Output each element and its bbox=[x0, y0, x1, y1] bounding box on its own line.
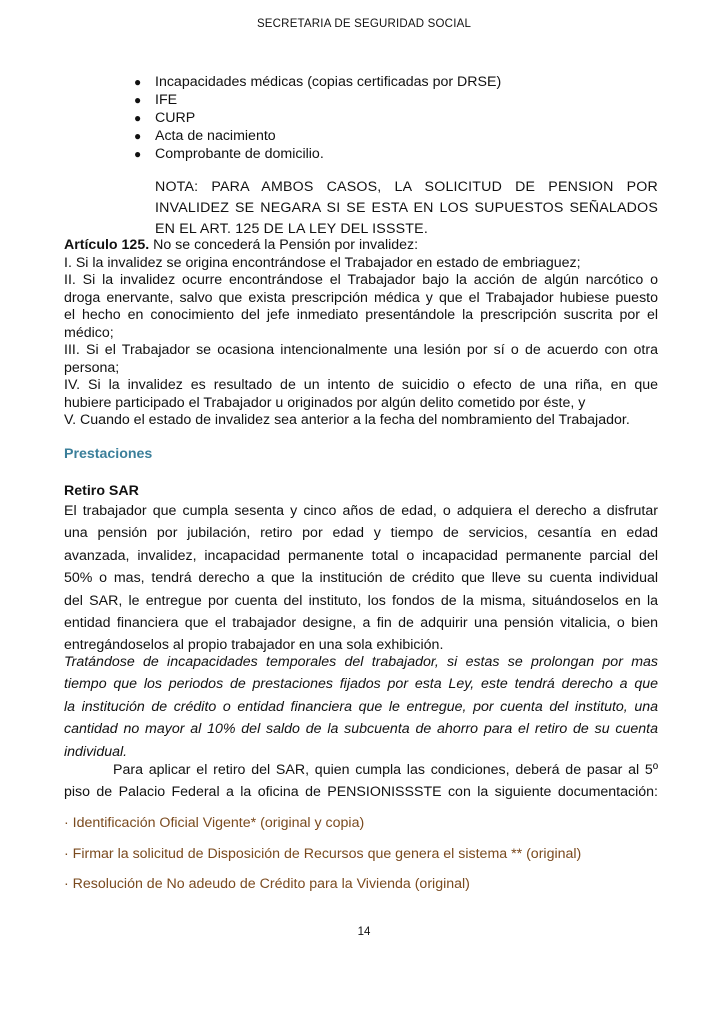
prestaciones-heading: Prestaciones bbox=[64, 446, 153, 462]
article-line: persona; bbox=[64, 359, 120, 376]
article-125 bbox=[64, 237, 658, 430]
incapacidades-paragraph: Tratándose de incapacidades temporales del trabajador, si estas se prolongan por mas tiempo que los periodos de prestaciones fijados por esta Ley, este tendrá derecho a que la institución de crédito o entidad financiera que le entregue, por cuenta del instituto, una cantidad no mayor al 10% del saldo de la subcuenta de ahorro para el retiro de su cuenta individual. bbox=[64, 654, 658, 760]
page-number: 14 bbox=[357, 926, 371, 938]
article-line: médico; bbox=[64, 324, 114, 341]
article-line: I. Si la invalidez se origina encontrándose el Trabajador en estado de embriaguez; bbox=[64, 254, 581, 271]
article-line: V. Cuando el estado de invalidez sea anterior a la fecha del nombramiento del Trabajador. bbox=[64, 412, 630, 428]
list-item: ● Acta de nacimiento bbox=[134, 128, 276, 144]
document-item: · Firmar la solicitud de Disposición de Recursos que genera el sistema ** (original) bbox=[64, 846, 582, 862]
list-item: ● CURP bbox=[134, 110, 196, 126]
bullet-icon: ● bbox=[134, 147, 142, 161]
article-line: el hecho en conocimiento del jefe inmediato presentándole la prescripción suscrita por el bbox=[64, 307, 658, 323]
list-item: ● IFE bbox=[134, 92, 178, 108]
requirements-list bbox=[64, 73, 658, 163]
bullet-icon: ● bbox=[134, 93, 142, 107]
article-line: droga enervante, salvo que exista prescripción médica y que el Trabajador hubiese puesto bbox=[64, 289, 658, 306]
bullet-icon: ● bbox=[134, 129, 142, 143]
document-item: · Resolución de No adeudo de Crédito para la Vivienda (original) bbox=[64, 876, 470, 892]
article-title: Artículo 125. bbox=[64, 237, 150, 253]
article-intro: No se concederá la Pensión por invalidez: bbox=[149, 237, 419, 253]
nota-line: NOTA: PARA AMBOS CASOS, LA SOLICITUD DE PENSION POR bbox=[155, 179, 658, 195]
bullet-icon: ● bbox=[134, 111, 142, 125]
list-item: ● Incapacidades médicas (copias certificadas por DRSE) bbox=[134, 74, 502, 90]
list-item: ● Comprobante de domicilio. bbox=[134, 146, 324, 162]
bullet-icon: ● bbox=[134, 75, 142, 89]
article-line: hubiere participado el Trabajador u originados por algún delito cometido por éste, y bbox=[64, 394, 586, 411]
nota-block bbox=[155, 177, 658, 240]
retiro-sar-heading: Retiro SAR bbox=[64, 483, 139, 499]
page-header: SECRETARIA DE SEGURIDAD SOCIAL bbox=[256, 18, 472, 30]
document-item: · Identificación Oficial Vigente* (original y copia) bbox=[64, 815, 365, 831]
aplicar-paragraph: Para aplicar el retiro del SAR, quien cumpla las condiciones, deberá de pasar al 5º piso de Palacio Federal a la oficina de PENSIONISSSTE con la siguiente documentación: bbox=[64, 762, 658, 801]
nota-line: EN EL ART. 125 DE LA LEY DEL ISSSTE. bbox=[155, 221, 428, 237]
nota-line: INVALIDEZ SE NEGARA SI SE ESTA EN LOS SUPUESTOS SEÑALADOS bbox=[155, 200, 658, 216]
article-line: II. Si la invalidez ocurre encontrándose el Trabajador bajo la acción de algún narcótico o bbox=[64, 272, 658, 288]
article-line: IV. Si la invalidez es resultado de un intento de suicidio o efecto de una riña, en que bbox=[64, 377, 658, 393]
article-line: III. Si el Trabajador se ocasiona intencionalmente una lesión por sí o de acuerdo con otra bbox=[64, 342, 658, 358]
retiro-paragraph: El trabajador que cumpla sesenta y cinco años de edad, o adquiera el derecho a disfrutar una pensión por jubilación, retiro por edad y tiempo de servicios, cesantía en edad avanzada, invalidez, incapacidad permanente total o incapacidad permanente parcial del 50% o mas, tendrá derecho a que la institución de crédito que lleve su cuenta individual del SAR, le entregue por cuenta del instituto, los fondos de la misma, situándoselos en la entidad financiera que el trabajador designe, a fin de adquirir una pensión vitalicia, o bien entregándoselos al propio trabajador en una sola exhibición. bbox=[64, 503, 658, 654]
